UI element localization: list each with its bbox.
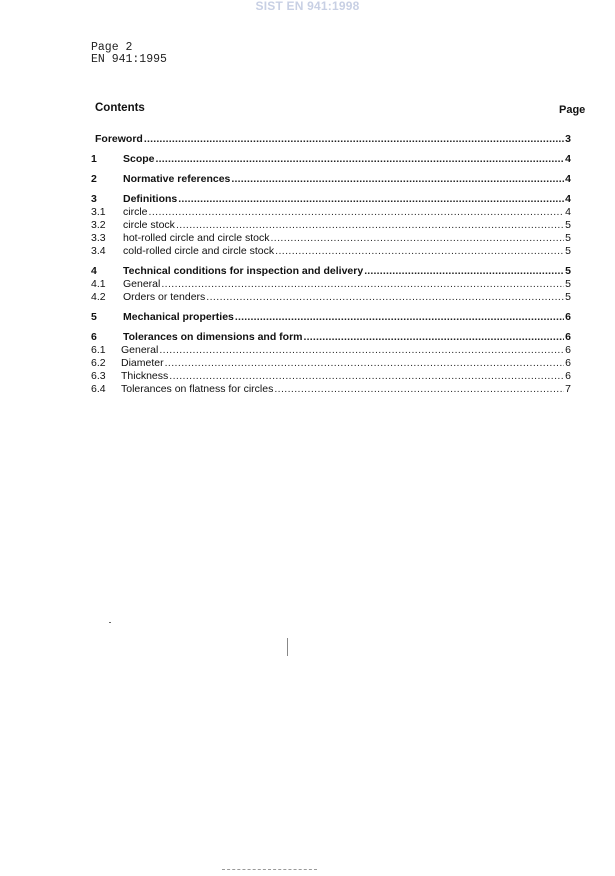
toc-leader-dots: [364, 265, 564, 278]
toc-entry-technical-conditions[interactable]: [91, 265, 571, 278]
scan-line-bottom: [222, 869, 317, 870]
toc-entry-orders[interactable]: [91, 291, 571, 304]
toc-entry-circle-stock[interactable]: [91, 219, 571, 232]
toc-entry-page: 6: [565, 370, 571, 382]
toc-leader-dots: [270, 232, 564, 245]
toc-leader-dots: [169, 370, 564, 383]
scan-speck: [109, 622, 111, 623]
toc-entry-page: 6: [565, 357, 571, 369]
toc-leader-dots: [231, 173, 564, 186]
toc-leader-dots: [304, 331, 564, 344]
page-number-line: Page 2: [91, 41, 133, 54]
toc-entry-page: 4: [565, 153, 571, 165]
toc-entry-page: 5: [565, 278, 571, 290]
toc-entry-general-4-1[interactable]: [91, 278, 571, 291]
toc-leader-dots: [275, 245, 564, 258]
toc-entry-thickness[interactable]: [91, 370, 571, 383]
toc-entry-title: Tolerances on flatness for circles: [121, 383, 274, 395]
toc-entry-number: 3.4: [91, 245, 106, 257]
toc-leader-dots: [156, 153, 564, 166]
toc-leader-dots: [178, 193, 564, 206]
toc-entry-page: 5: [565, 265, 571, 277]
toc-entry-page: 5: [565, 232, 571, 244]
toc-entry-number: 5: [91, 311, 97, 323]
toc-entry-title: Scope: [123, 153, 155, 165]
toc-entry-page: 4: [565, 193, 571, 205]
toc-entry-foreword[interactable]: [91, 133, 571, 146]
toc-entry-title: Normative references: [123, 173, 231, 185]
page-column-heading: Page: [559, 104, 586, 116]
toc-entry-mechanical-properties[interactable]: [91, 311, 571, 324]
toc-leader-dots: [159, 344, 564, 357]
toc-entry-number: 6.3: [91, 370, 106, 382]
toc-entry-tolerances[interactable]: [91, 331, 571, 344]
toc-entry-page: 7: [565, 383, 571, 395]
toc-entry-flatness[interactable]: [91, 383, 571, 396]
toc-entry-page: 4: [565, 206, 571, 218]
standard-number-line: EN 941:1995: [91, 53, 167, 66]
toc-entry-number: 3.1: [91, 206, 106, 218]
toc-entry-cold-rolled[interactable]: [91, 245, 571, 258]
watermark: SIST EN 941:1998: [255, 0, 360, 13]
toc-entry-title: Diameter: [121, 357, 164, 369]
toc-leader-dots: [274, 383, 564, 396]
toc-entry-circle[interactable]: [91, 206, 571, 219]
toc-leader-dots: [176, 219, 564, 232]
toc-entry-title: General: [121, 344, 159, 356]
toc-entry-number: 1: [91, 153, 97, 165]
toc-leader-dots: [161, 278, 564, 291]
toc-entry-number: 2: [91, 173, 97, 185]
toc-leader-dots: [144, 133, 564, 146]
toc-entry-title: circle: [123, 206, 148, 218]
toc-entry-title: Thickness: [121, 370, 169, 382]
toc-entry-title: General: [123, 278, 161, 290]
toc-entry-number: 6: [91, 331, 97, 343]
toc-entry-page: 6: [565, 311, 571, 323]
toc-leader-dots: [235, 311, 564, 324]
scan-mark-vertical: [287, 638, 288, 656]
toc-entry-title: hot-rolled circle and circle stock: [123, 232, 270, 244]
toc-entry-page: 5: [565, 245, 571, 257]
toc-entry-number: 3.2: [91, 219, 106, 231]
toc-entry-page: 6: [565, 331, 571, 343]
toc-entry-number: 4: [91, 265, 97, 277]
toc-entry-title: Definitions: [123, 193, 178, 205]
toc-entry-number: 4.2: [91, 291, 106, 303]
toc-entry-title: Orders or tenders: [123, 291, 206, 303]
toc-entry-scope[interactable]: [91, 153, 571, 166]
toc-entry-page: 5: [565, 219, 571, 231]
toc-entry-title: cold-rolled circle and circle stock: [123, 245, 275, 257]
toc-entry-page: 6: [565, 344, 571, 356]
toc-entry-title: circle stock: [123, 219, 175, 231]
toc-entry-general-6-1[interactable]: [91, 344, 571, 357]
toc-entry-page: 4: [565, 173, 571, 185]
toc-entry-title: Foreword: [95, 133, 143, 145]
toc-entry-title: Mechanical properties: [123, 311, 234, 323]
toc-leader-dots: [149, 206, 564, 219]
toc-entry-page: 5: [565, 291, 571, 303]
toc-entry-page: 3: [565, 133, 571, 145]
toc-entry-definitions[interactable]: [91, 193, 571, 206]
page-reference: [91, 42, 167, 66]
toc-entry-number: 6.2: [91, 357, 106, 369]
toc-entry-title: Tolerances on dimensions and form: [123, 331, 303, 343]
toc-leader-dots: [206, 291, 564, 304]
toc-leader-dots: [165, 357, 564, 370]
toc-entry-number: 3.3: [91, 232, 106, 244]
toc-entry-number: 3: [91, 193, 97, 205]
toc-entry-number: 6.4: [91, 383, 106, 395]
toc-entry-normative-references[interactable]: [91, 173, 571, 186]
toc-entry-hot-rolled[interactable]: [91, 232, 571, 245]
toc-entry-number: 4.1: [91, 278, 106, 290]
toc-entry-number: 6.1: [91, 344, 106, 356]
toc-entry-title: Technical conditions for inspection and delivery: [123, 265, 364, 277]
contents-heading: Contents: [95, 102, 145, 114]
toc-entry-diameter[interactable]: [91, 357, 571, 370]
